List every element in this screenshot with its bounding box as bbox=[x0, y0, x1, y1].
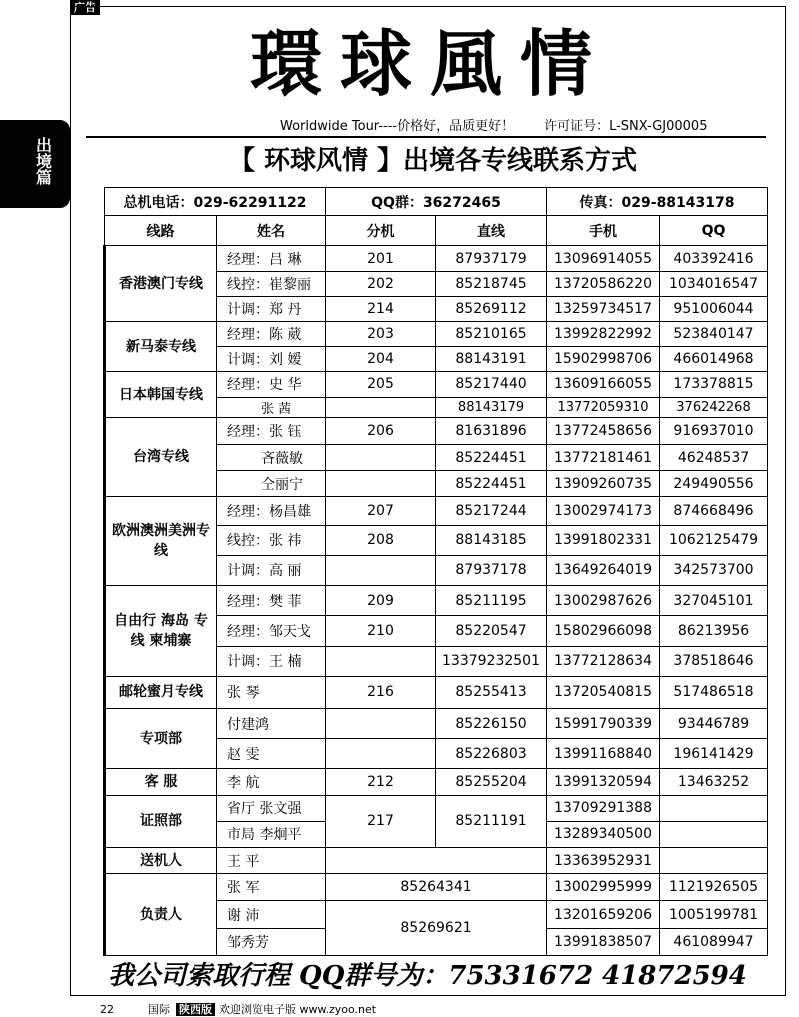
extension: 208 bbox=[326, 525, 436, 555]
extension: 209 bbox=[326, 586, 436, 616]
mobile: 13289340500 bbox=[547, 821, 660, 847]
qq: 327045101 bbox=[660, 586, 768, 616]
table-row bbox=[105, 769, 768, 795]
direct-line: 85211191 bbox=[436, 795, 547, 847]
table-row bbox=[105, 497, 768, 525]
contact-name: 市局 李炯平 bbox=[217, 821, 326, 847]
extension: 214 bbox=[326, 296, 436, 321]
page-footer bbox=[100, 1001, 376, 1017]
qq: 1121926505 bbox=[660, 874, 768, 901]
page-title: 【 环球风情 】出境各专线联系方式 bbox=[228, 146, 638, 176]
qq: 86213956 bbox=[660, 616, 768, 646]
mobile: 13201659206 bbox=[547, 901, 660, 928]
qq: 196141429 bbox=[660, 739, 768, 769]
slogan-line bbox=[280, 115, 707, 134]
direct-line: 85217244 bbox=[436, 497, 547, 525]
qq: 951006044 bbox=[660, 296, 768, 321]
fax: 传真：029-88143178 bbox=[547, 188, 768, 216]
extension bbox=[326, 555, 436, 585]
mobile: 15802966098 bbox=[547, 616, 660, 646]
mobile: 13991838507 bbox=[547, 928, 660, 955]
qq: 1034016547 bbox=[660, 271, 768, 296]
contact-name: 经理：樊 菲 bbox=[217, 586, 326, 616]
contact-table bbox=[103, 187, 768, 956]
qq: 46248537 bbox=[660, 444, 768, 470]
qq: 523840147 bbox=[660, 322, 768, 347]
route-hk-macau: 香港澳门专线 bbox=[105, 246, 217, 322]
col-header-ext: 分机 bbox=[326, 216, 436, 246]
route-japan-korea: 日本韩国专线 bbox=[105, 372, 217, 417]
contact-name: 计调：高 丽 bbox=[217, 555, 326, 585]
extension: 216 bbox=[326, 676, 436, 708]
extension: 201 bbox=[326, 246, 436, 271]
contact-name: 计调：王 楠 bbox=[217, 646, 326, 676]
table-row bbox=[105, 708, 768, 738]
direct-line: 85264341 bbox=[326, 874, 547, 901]
qq: 874668496 bbox=[660, 497, 768, 525]
table-row bbox=[105, 322, 768, 347]
table-row bbox=[105, 795, 768, 821]
mobile: 13991802331 bbox=[547, 525, 660, 555]
contact-name: 经理：张 钰 bbox=[217, 417, 326, 444]
contact-name: 经理：史 华 bbox=[217, 372, 326, 397]
contact-name: 计调：刘 嫒 bbox=[217, 347, 326, 372]
header-divider bbox=[86, 136, 766, 138]
contact-name: 付建鸿 bbox=[217, 708, 326, 738]
qq: 403392416 bbox=[660, 246, 768, 271]
extension: 212 bbox=[326, 769, 436, 795]
qq: 1062125479 bbox=[660, 525, 768, 555]
brand-logo-title: 環球風情 bbox=[249, 21, 610, 106]
mobile: 13096914055 bbox=[547, 246, 660, 271]
direct-line: 85226150 bbox=[436, 708, 547, 738]
table-row bbox=[105, 676, 768, 708]
footer-website-text: 欢迎浏览电子版 www.zyoo.net bbox=[219, 1003, 377, 1016]
qq: 249490556 bbox=[660, 471, 768, 497]
mobile: 13002974173 bbox=[547, 497, 660, 525]
col-header-route: 线路 bbox=[105, 216, 217, 246]
qq: 1005199781 bbox=[660, 901, 768, 928]
contact-name: 线控：张 祎 bbox=[217, 525, 326, 555]
contact-name: 吝薇敏 bbox=[217, 444, 326, 470]
qq: 342573700 bbox=[660, 555, 768, 585]
col-header-mobile: 手机 bbox=[547, 216, 660, 246]
direct-line: 85224451 bbox=[436, 444, 547, 470]
mobile: 13772059310 bbox=[547, 397, 660, 417]
main-phone: 总机电话：029-62291122 bbox=[105, 188, 326, 216]
qq: 173378815 bbox=[660, 372, 768, 397]
direct-line: 88143185 bbox=[436, 525, 547, 555]
section-label: 国际 bbox=[148, 1003, 170, 1016]
qq: 466014968 bbox=[660, 347, 768, 372]
direct-line: 88143179 bbox=[436, 397, 547, 417]
direct-line: 85269621 bbox=[326, 901, 547, 956]
direct-line: 85210165 bbox=[436, 322, 547, 347]
direct-line: 85255413 bbox=[436, 676, 547, 708]
mobile: 13002987626 bbox=[547, 586, 660, 616]
dept-documents: 证照部 bbox=[105, 795, 217, 847]
qq: 517486518 bbox=[660, 676, 768, 708]
mobile: 13772128634 bbox=[547, 646, 660, 676]
direct-line: 85217440 bbox=[436, 372, 547, 397]
direct-line: 85255204 bbox=[436, 769, 547, 795]
direct-line: 13379232501 bbox=[436, 646, 547, 676]
contact-name: 仝丽宁 bbox=[217, 471, 326, 497]
contact-name: 计调：郑 丹 bbox=[217, 296, 326, 321]
route-sea: 新马泰专线 bbox=[105, 322, 217, 372]
extension: 210 bbox=[326, 616, 436, 646]
contact-summary-row bbox=[105, 188, 768, 216]
table-row bbox=[105, 246, 768, 271]
contact-name: 线控：崔黎丽 bbox=[217, 271, 326, 296]
table-row bbox=[105, 874, 768, 901]
contact-name: 谢 沛 bbox=[217, 901, 326, 928]
table-row bbox=[105, 372, 768, 397]
direct-line: 85220547 bbox=[436, 616, 547, 646]
table-header-row bbox=[105, 216, 768, 246]
mobile: 13649264019 bbox=[547, 555, 660, 585]
direct-line: 85269112 bbox=[436, 296, 547, 321]
mobile: 13709291388 bbox=[547, 795, 660, 821]
dept-airport-transfer: 送机人 bbox=[105, 848, 217, 874]
mobile: 13991168840 bbox=[547, 739, 660, 769]
direct-line: 81631896 bbox=[436, 417, 547, 444]
qq: 378518646 bbox=[660, 646, 768, 676]
contact-name: 张 琴 bbox=[217, 676, 326, 708]
mobile: 13772181461 bbox=[547, 444, 660, 470]
contact-name: 经理：吕 琳 bbox=[217, 246, 326, 271]
mobile: 13609166055 bbox=[547, 372, 660, 397]
contact-name: 经理：杨昌雄 bbox=[217, 497, 326, 525]
mobile: 13363952931 bbox=[547, 848, 660, 874]
mobile: 15991790339 bbox=[547, 708, 660, 738]
mobile: 13772458656 bbox=[547, 417, 660, 444]
mobile: 13720586220 bbox=[547, 271, 660, 296]
mobile: 13992822992 bbox=[547, 322, 660, 347]
table-row bbox=[105, 848, 768, 874]
mobile: 13909260735 bbox=[547, 471, 660, 497]
contact-name: 张 茜 bbox=[217, 397, 326, 417]
col-header-qq: QQ bbox=[660, 216, 768, 246]
col-header-name: 姓名 bbox=[217, 216, 326, 246]
extension bbox=[326, 471, 436, 497]
license-number: 许可证号：L-SNX-GJ00005 bbox=[544, 119, 708, 134]
qq: 93446789 bbox=[660, 708, 768, 738]
contact-name: 省厅 张文强 bbox=[217, 795, 326, 821]
extension: 217 bbox=[326, 795, 436, 847]
extension bbox=[326, 708, 436, 738]
edition-badge: 陕西版 bbox=[176, 1003, 215, 1016]
ad-tag: 广告 bbox=[70, 0, 100, 15]
extension: 205 bbox=[326, 372, 436, 397]
route-taiwan: 台湾专线 bbox=[105, 417, 217, 497]
qq bbox=[660, 821, 768, 847]
extension-direct bbox=[326, 848, 547, 874]
direct-line: 85224451 bbox=[436, 471, 547, 497]
extension: 202 bbox=[326, 271, 436, 296]
slogan-text: Worldwide Tour----价格好，品质更好！ bbox=[280, 119, 515, 134]
route-europe-australia-america: 欧洲澳洲美洲专线 bbox=[105, 497, 217, 586]
qq: 916937010 bbox=[660, 417, 768, 444]
qq bbox=[660, 848, 768, 874]
direct-line: 85218745 bbox=[436, 271, 547, 296]
mobile: 13002995999 bbox=[547, 874, 660, 901]
extension: 203 bbox=[326, 322, 436, 347]
contact-name: 经理：陈 葳 bbox=[217, 322, 326, 347]
qq: 461089947 bbox=[660, 928, 768, 955]
extension bbox=[326, 739, 436, 769]
contact-name: 邹秀芳 bbox=[217, 928, 326, 955]
contact-name: 王 平 bbox=[217, 848, 326, 874]
qq: 376242268 bbox=[660, 397, 768, 417]
contact-name: 李 航 bbox=[217, 769, 326, 795]
qq-group: QQ群：36272465 bbox=[326, 188, 547, 216]
dept-managers: 负责人 bbox=[105, 874, 217, 956]
col-header-direct: 直线 bbox=[436, 216, 547, 246]
extension: 204 bbox=[326, 347, 436, 372]
page-number: 22 bbox=[100, 1003, 114, 1016]
direct-line: 88143191 bbox=[436, 347, 547, 372]
extension: 207 bbox=[326, 497, 436, 525]
contact-name: 张 军 bbox=[217, 874, 326, 901]
qq bbox=[660, 795, 768, 821]
table-row bbox=[105, 417, 768, 444]
dept-special-projects: 专项部 bbox=[105, 708, 217, 768]
extension bbox=[326, 646, 436, 676]
section-side-tab: 出境篇 bbox=[0, 120, 70, 208]
table-row bbox=[105, 586, 768, 616]
mobile: 13991320594 bbox=[547, 769, 660, 795]
qq: 13463252 bbox=[660, 769, 768, 795]
contact-name: 经理：邹天戈 bbox=[217, 616, 326, 646]
direct-line: 85226803 bbox=[436, 739, 547, 769]
mobile: 15902998706 bbox=[547, 347, 660, 372]
route-cruise-honeymoon: 邮轮蜜月专线 bbox=[105, 676, 217, 708]
contact-name: 赵 雯 bbox=[217, 739, 326, 769]
extension bbox=[326, 397, 436, 417]
dept-customer-service: 客 服 bbox=[105, 769, 217, 795]
qq-group-note: 我公司索取行程 QQ群号为：75331672 41872594 bbox=[108, 961, 747, 991]
extension bbox=[326, 444, 436, 470]
direct-line: 85211195 bbox=[436, 586, 547, 616]
direct-line: 87937178 bbox=[436, 555, 547, 585]
direct-line: 87937179 bbox=[436, 246, 547, 271]
mobile: 13259734517 bbox=[547, 296, 660, 321]
extension: 206 bbox=[326, 417, 436, 444]
mobile: 13720540815 bbox=[547, 676, 660, 708]
route-free-travel-islands: 自由行 海岛 专线 柬埔寨 bbox=[105, 586, 217, 677]
